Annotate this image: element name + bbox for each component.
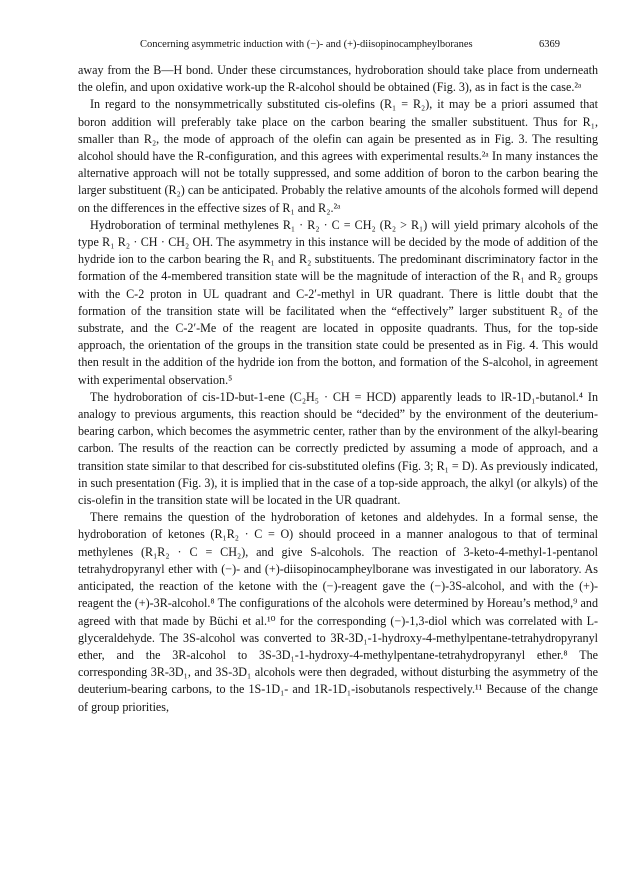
paragraph-5 <box>78 509 598 715</box>
paragraph-4 <box>78 389 598 509</box>
page-number: 6369 <box>539 39 560 50</box>
paragraph-2 <box>78 96 598 216</box>
paragraph-2-text: In regard to the nonsymmetrically substituted cis-olefins (R₁ = R₂), it may be a priori assumed that boron addition will preferably take place on the carbon bearing the smaller substituent. Thus for R₁, smaller than R₂, the mode of approach of the olefin can again be presented as in Fig. 3. The resulting alcohol should have the R-configuration, and this agrees with experimental results.²ᵃ In many instances the alternative approach will not be totally suppressed, and some addition of boron to the carbon bearing the larger substituent (R₂) can be anticipated. Probably the relative amounts of the alcohols formed will depend on the differences in the effective sizes of R₁ and R₂.²ᵃ <box>78 97 598 215</box>
paragraph-1 <box>78 62 598 96</box>
paragraph-4-text: The hydroboration of cis-1D-but-1-ene (C₂H₅ · CH = HCD) apparently leads to lR-1D₁-butanol.⁴ In analogy to previous arguments, this reaction should be “decided” by the environment of the deuterium-bearing carbon, which becomes the asymmetric center, rather than by the environment of the alkyl-bearing carbon. The results of the reaction can be correctly predicted by assuming a mode of approach, and a transition state similar to that described for cis-substituted olefins (Fig. 3; R₁ = D). As previously indicated, in such presentation (Fig. 3), it is implied that in the case of a top-side approach, the alkyl (or alkyls) of the cis-olefin in the transition state will be located in the UR quadrant. <box>78 389 598 508</box>
paragraph-1-text: away from the B—H bond. Under these circumstances, hydroboration should take place from underneath the olefin, and upon oxidative work-up the R-alcohol should be obtained (Fig. 3), as in fact is the case.²ᵃ <box>78 63 598 95</box>
running-head-title: Concerning asymmetric induction with (−)- and (+)-diisopinocampheylboranes <box>140 39 473 50</box>
paragraph-3-text: Hydroboration of terminal methylenes R₁ · R₂ · C = CH₂ (R₂ > R₁) will yield primary alcohols of the type R₁ R₂ · CH · CH₂ OH. The asymmetry in this instance will be decided by the mode of addition of the hydride ion to the carbon bearing the R₁ and R₂ substituents. The predominant discriminatory factor in the formation of the 4-membered transition state will be the magnitude of interaction of the R₁ and R₂ groups with the C-2 proton in UL quadrant and C-2′-methyl in UR quadrant. There is little doubt that the formation of the transition state will be facilitated when the “effectively” larger substituent R₂ of the substrate, and the C-2′-Me of the reagent are located in opposite quadrants. Thus, for the top-side approach, the orientation of the groups in the transition state could be presented as in Fig. 4. This would then result in the addition of the hydride ion from the botton, and formation of the S-alcohol, in agreement with experimental observation.⁵ <box>78 217 598 387</box>
paragraph-3 <box>78 217 598 389</box>
body-text <box>78 62 598 716</box>
paragraph-5-text: There remains the question of the hydroboration of ketones and aldehydes. In a formal sense, the hydroboration of ketones (R₁R₂ · C = O) should proceed in a manner analogous to that of terminal methylenes (R₁R₂ · C = CH₂), and give S-alcohols. The reaction of 3-keto-4-methyl-1-pentanol tetrahydropyranyl ether with (−)- and (+)-diisopinocampheylborane was investigated in our laboratory. As anticipated, the reaction of the ketone with the (−)-reagent gave the (−)-3S-alcohol, and with the (+)-reagent the (+)-3R-alcohol.⁸ The configurations of the alcohols were determined by Horeau’s method,⁹ and agreed with that made by Büchi et al.¹⁰ for the corresponding (−)-1,3-diol which was correlated with L-glyceraldehyde. The 3S-alcohol was converted to 3R-3D₁-1-hydroxy-4-methylpentane-tetrahydropyranyl ether, and the 3R-alcohol to 3S-3D₁-1-hydroxy-4-methylpentane-tetrahydropyranyl ether.⁸ The corresponding 3R-3D₁, and 3S-3D₁ alcohols were then degraded, without disturbing the asymmetry of the deuterium-bearing carbons, to the 1S-1D₁- and 1R-1D₁-isobutanols respectively.¹¹ Because of the change of group priorities, <box>78 510 598 714</box>
